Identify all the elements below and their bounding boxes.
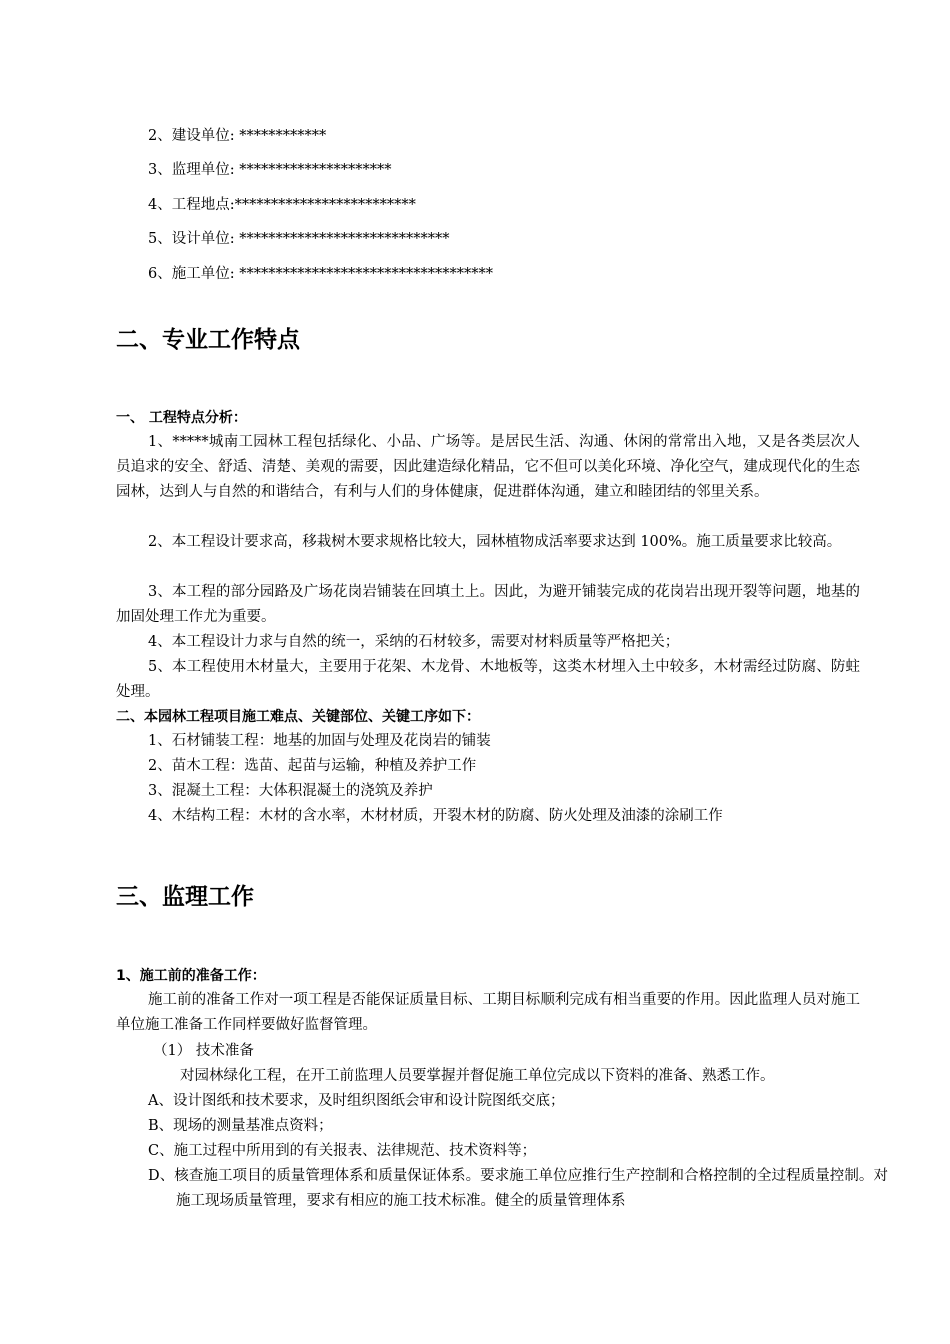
tech-prep-title: （1） 技术准备 [153, 1043, 254, 1059]
paragraph: 5、本工程使用木材量大，主要用于花架、木龙骨、木地板等，这类木材埋入土中较多，木材需经过防腐、防蛀处理。 [116, 659, 860, 700]
info-line-design-unit: 5、设计单位: ***************************** [148, 231, 450, 247]
list-item: 2、苗木工程：选苗、起苗与运输，种植及养护工作 [148, 758, 477, 774]
info-line-supervision-unit: 3、监理单位: ********************* [148, 162, 392, 178]
list-item: B、现场的测量基准点资料； [148, 1118, 333, 1134]
paragraph: 施工前的准备工作对一项工程是否能保证质量目标、工期目标顺利完成有相当重要的作用。因此监理人员对施工单位施工准备工作同样要做好监督管理。 [116, 992, 860, 1033]
paragraph: 1、*****城南工园林工程包括绿化、小品、广场等。是居民生活、沟通、休闲的常常出入地，又是各类层次人员追求的安全、舒适、清楚、美观的需要，因此建造绿化精品，它不但可以美化环境、净化空气，建成现代化的生态园林，达到人与自然的和谐结合，有利与人们的身体健康，促进群体沟通，建立和睦团结的邻里关系。 [116, 434, 860, 500]
paragraph: 3、本工程的部分园路及广场花岗岩铺装在回填土上。因此，为避开铺装完成的花岗岩出现开裂等问题，地基的加固处理工作尤为重要。 [116, 584, 860, 625]
section-3-sub1-title: 1、施工前的准备工作： [116, 968, 266, 984]
info-line-contractor-unit: 6、施工单位: *********************************** [148, 266, 493, 282]
paragraph: 2、本工程设计要求高，移栽树木要求规格比较大，园林植物成活率要求达到 100%。施工质量要求比较高。 [148, 534, 842, 550]
section-3-title: 三、监理工作 [116, 884, 254, 910]
list-item: 1、石材铺装工程：地基的加固与处理及花岗岩的铺装 [148, 733, 491, 749]
list-item: D、核查施工项目的质量管理体系和质量保证体系。要求施工单位应推行生产控制和合格控制的全过程质量控制。对施工现场质量管理，要求有相应的施工技术标准。健全的质量管理体系 [148, 1168, 888, 1209]
section-2-sub1-title: 一、 工程特点分析： [116, 410, 247, 426]
list-item: 3、混凝土工程：大体积混凝土的浇筑及养护 [148, 783, 433, 799]
info-line-construction-unit: 2、建设单位: ************ [148, 128, 327, 144]
section-2-sub2-title: 二、本园林工程项目施工难点、关键部位、关键工序如下： [116, 709, 480, 725]
info-line-project-location: 4、工程地点:************************* [148, 197, 416, 213]
paragraph: 4、本工程设计力求与自然的统一，采纳的石材较多，需要对材料质量等严格把关； [148, 634, 680, 650]
list-item: 4、木结构工程：木材的含水率，木材材质，开裂木材的防腐、防火处理及油漆的涂刷工作 [148, 808, 723, 824]
list-item: C、施工过程中所用到的有关报表、法律规范、技术资料等； [148, 1143, 537, 1159]
tech-prep-intro: 对园林绿化工程，在开工前监理人员要掌握并督促施工单位完成以下资料的准备、熟悉工作。 [180, 1068, 775, 1084]
section-2-title: 二、专业工作特点 [116, 327, 300, 353]
list-item: A、设计图纸和技术要求，及时组织图纸会审和设计院图纸交底； [148, 1093, 565, 1109]
